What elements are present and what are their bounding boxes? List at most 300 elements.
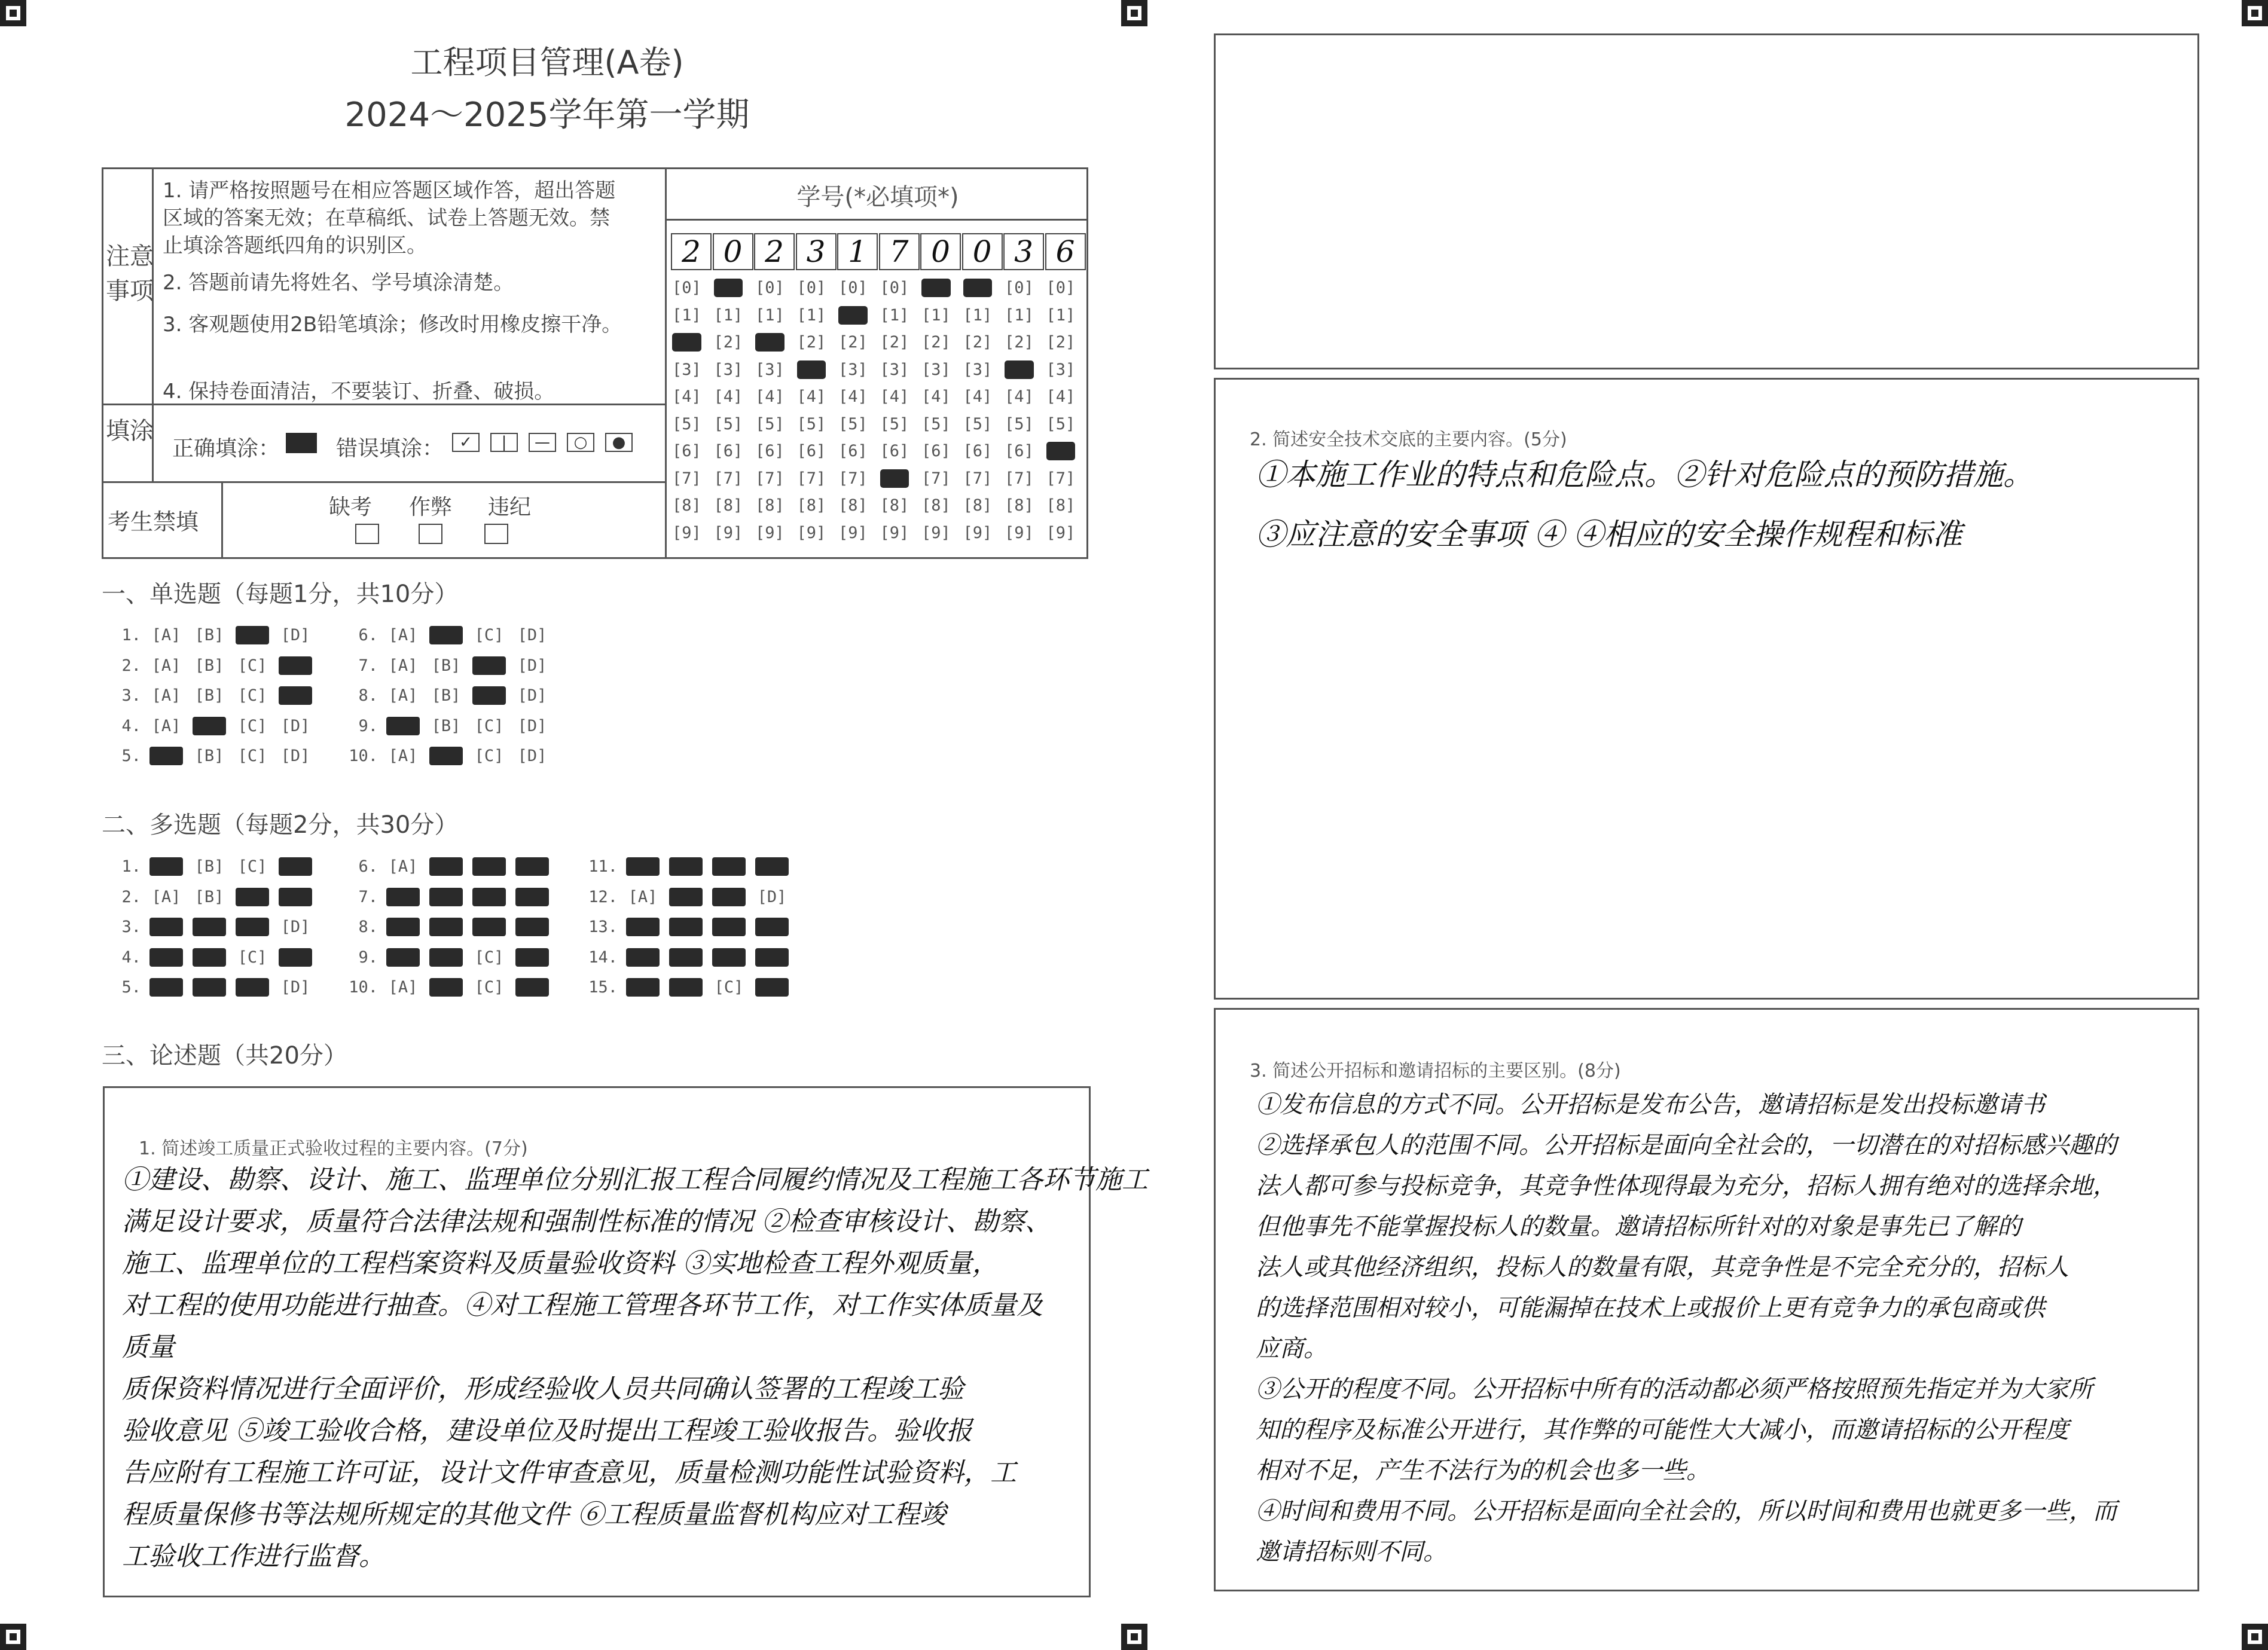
student-id-bubble[interactable]: [2] xyxy=(921,333,951,352)
single-choice-title: 一、单选题（每题1分，共10分） xyxy=(102,580,459,608)
option-bubble-b[interactable]: [B] xyxy=(431,686,461,705)
option-bubble-a[interactable]: [A] xyxy=(151,716,181,735)
option-bubble-d[interactable]: [D] xyxy=(517,626,547,644)
option-bubble-a[interactable] xyxy=(386,888,420,906)
student-id-bubble[interactable]: [8] xyxy=(672,496,701,515)
option-bubble-c[interactable] xyxy=(236,626,269,644)
option-bubble-d[interactable] xyxy=(515,888,549,906)
student-id-bubble[interactable]: [4] xyxy=(963,387,993,406)
option-bubble-c[interactable]: [C] xyxy=(237,656,267,675)
student-id-bubble[interactable]: [5] xyxy=(672,414,701,433)
option-bubble-b[interactable]: [B] xyxy=(431,716,461,735)
question-row xyxy=(106,857,322,876)
option-bubble-c[interactable]: [C] xyxy=(474,626,504,644)
student-id-bubble[interactable]: [8] xyxy=(1046,496,1076,515)
option-bubble-a[interactable] xyxy=(626,948,660,967)
option-bubble-c[interactable] xyxy=(472,686,506,705)
student-id-digit: 1 xyxy=(837,233,878,270)
student-id-bubble[interactable]: [9] xyxy=(880,523,909,542)
question-number: 2. xyxy=(121,656,141,675)
option-bubble-a[interactable]: [A] xyxy=(388,656,418,675)
student-id-digit: 3 xyxy=(796,233,837,270)
option-bubble-a[interactable] xyxy=(626,918,660,936)
student-id-bubble[interactable]: [3] xyxy=(672,360,701,379)
question-row xyxy=(583,888,798,906)
student-id-bubble[interactable]: [8] xyxy=(880,496,909,515)
student-id-bubble[interactable]: [7] xyxy=(1005,469,1034,488)
student-id-bubble[interactable] xyxy=(880,469,909,488)
q3-answer-line: ①发布信息的方式不同。公开招标是发布公告，邀请招标是发出投标邀请书 xyxy=(1256,1091,2045,1119)
student-id-bubble[interactable] xyxy=(672,333,701,352)
student-id-bubble[interactable]: [2] xyxy=(880,333,909,352)
q3-answer-line: 知的程序及标准公开进行，其作弊的可能性大大减小，而邀请招标的公开程度 xyxy=(1256,1416,2069,1444)
option-bubble-b[interactable] xyxy=(669,918,703,936)
q3-answer-line: 应商。 xyxy=(1256,1335,1327,1362)
question-number: 3. xyxy=(121,918,141,936)
q3-answer-line: 相对不足，产生不法行为的机会也多一些。 xyxy=(1256,1457,1710,1484)
question-number: 10. xyxy=(349,978,378,997)
option-bubble-c[interactable]: [C] xyxy=(237,948,267,967)
student-id-bubble[interactable]: [6] xyxy=(921,442,951,460)
notice-item-3: 3. 客观题使用2B铅笔填涂；修改时用橡皮擦干净。 xyxy=(163,313,622,337)
student-id-bubble[interactable]: [1] xyxy=(672,305,701,325)
notice-item-2: 2. 答题前请先将姓名、学号填涂清楚。 xyxy=(163,271,514,295)
question-number: 10. xyxy=(349,747,378,765)
question-row xyxy=(343,656,558,675)
student-id-bubble[interactable]: [4] xyxy=(1005,387,1034,406)
student-id-bubble[interactable]: [9] xyxy=(838,523,868,542)
corner-marker-tm xyxy=(1121,0,1147,26)
student-id-digit: 6 xyxy=(1045,233,1086,270)
option-bubble-d[interactable] xyxy=(279,656,312,675)
option-bubble-c[interactable] xyxy=(712,888,746,906)
student-id-digit: 2 xyxy=(754,233,795,270)
question-number: 6. xyxy=(358,626,378,644)
student-id-bubble[interactable]: [9] xyxy=(1046,523,1076,542)
student-id-bubble[interactable]: [8] xyxy=(1005,496,1034,515)
option-bubble-a[interactable] xyxy=(149,747,183,765)
option-bubble-a[interactable] xyxy=(626,978,660,997)
student-id-bubble[interactable] xyxy=(963,279,993,297)
option-bubble-d[interactable]: [D] xyxy=(280,716,310,735)
option-bubble-b[interactable] xyxy=(429,857,463,876)
option-bubble-a[interactable] xyxy=(626,857,660,876)
q2-title: 2. 简述安全技术交底的主要内容。(5分) xyxy=(1250,429,1567,450)
question-number: 15. xyxy=(588,978,618,997)
student-id-bubble[interactable]: [9] xyxy=(1005,523,1034,542)
option-bubble-d[interactable]: [D] xyxy=(280,978,310,997)
option-bubble-c[interactable] xyxy=(472,918,506,936)
option-bubble-d[interactable] xyxy=(755,918,789,936)
option-bubble-a[interactable]: [A] xyxy=(388,626,418,644)
question-row xyxy=(583,918,798,936)
student-id-bubble[interactable]: [9] xyxy=(921,523,951,542)
option-bubble-a[interactable]: [A] xyxy=(151,656,181,675)
correct-fill-label: 正确填涂： xyxy=(172,436,280,461)
question-row xyxy=(106,747,322,765)
notice-item-4: 4. 保持卷面清洁，不要装订、折叠、破损。 xyxy=(163,380,555,404)
student-id-bubble[interactable]: [2] xyxy=(1046,333,1076,352)
q3-answer-line: 法人或其他经济组织，投标人的数量有限，其竞争性是不完全充分的，招标人 xyxy=(1256,1254,2069,1281)
student-id-bubble[interactable]: [2] xyxy=(1005,333,1034,352)
forbid-cheat-checkbox[interactable] xyxy=(419,524,442,544)
student-id-bubble[interactable]: [7] xyxy=(963,469,993,488)
question-number: 8. xyxy=(358,686,378,705)
question-number: 13. xyxy=(588,918,618,936)
info-divider-v-id xyxy=(665,167,667,559)
question-number: 9. xyxy=(358,948,378,967)
option-bubble-c[interactable] xyxy=(712,918,746,936)
option-bubble-d[interactable]: [D] xyxy=(280,918,310,936)
info-divider-h2 xyxy=(102,481,665,483)
q3-answer-line: ②选择承包人的范围不同。公开招标是面向全社会的，一切潜在的对招标感兴趣的 xyxy=(1256,1132,2117,1159)
corner-marker-bl xyxy=(0,1624,26,1650)
student-id-bubble[interactable]: [8] xyxy=(838,496,868,515)
option-bubble-c[interactable]: [C] xyxy=(474,948,504,967)
q2-answer-line: ③应注意的安全事项 ④ ④相应的安全操作规程和标准 xyxy=(1256,517,1962,552)
student-id-bubble[interactable]: [7] xyxy=(713,469,743,488)
student-id-bubble[interactable]: [4] xyxy=(713,387,743,406)
student-id-bubble[interactable]: [8] xyxy=(963,496,993,515)
student-id-bubble[interactable]: [7] xyxy=(796,469,826,488)
question-row xyxy=(583,948,798,967)
option-bubble-c[interactable]: [C] xyxy=(237,716,267,735)
student-id-bubble[interactable] xyxy=(1005,360,1034,379)
question-number: 9. xyxy=(358,716,378,735)
option-bubble-c[interactable]: [C] xyxy=(474,978,504,997)
question-row xyxy=(343,918,558,936)
q3-answer-line: 的选择范围相对较小，可能漏掉在技术上或报价上更有竞争力的承包商或供 xyxy=(1256,1294,2045,1322)
student-id-bubble[interactable] xyxy=(921,279,951,297)
question-row xyxy=(106,888,322,906)
student-id-bubble[interactable]: [5] xyxy=(755,414,785,433)
option-bubble-c[interactable]: [C] xyxy=(237,857,267,876)
student-id-bubble[interactable]: [3] xyxy=(921,360,951,379)
question-row xyxy=(343,686,558,705)
student-id-digit: 3 xyxy=(1003,233,1044,270)
option-bubble-d[interactable]: [D] xyxy=(517,747,547,765)
option-bubble-c[interactable]: [C] xyxy=(474,747,504,765)
student-id-bubble[interactable]: [8] xyxy=(755,496,785,515)
q2-answer-line: ①本施工作业的特点和危险点。②针对危险点的预防措施。 xyxy=(1256,457,2033,492)
option-bubble-d[interactable] xyxy=(755,978,789,997)
student-id-bubble[interactable] xyxy=(755,333,785,352)
q3-answer-line: 法人都可参与投标竞争，其竞争性体现得最为充分，招标人拥有绝对的选择余地， xyxy=(1256,1172,2117,1200)
student-id-bubble[interactable]: [1] xyxy=(1005,305,1034,325)
option-bubble-c[interactable] xyxy=(472,656,506,675)
question-row xyxy=(106,626,322,644)
student-id-bubble[interactable]: [6] xyxy=(713,442,743,460)
student-id-bubble[interactable]: [3] xyxy=(880,360,909,379)
wrong-sample-bar: | xyxy=(490,433,518,452)
student-id-bubble[interactable]: [4] xyxy=(921,387,951,406)
student-id-bubble[interactable]: [4] xyxy=(880,387,909,406)
option-bubble-d[interactable]: [D] xyxy=(517,686,547,705)
student-id-bubble[interactable]: [5] xyxy=(796,414,826,433)
option-bubble-a[interactable] xyxy=(149,918,183,936)
student-id-bubble[interactable]: [3] xyxy=(963,360,993,379)
option-bubble-c[interactable]: [C] xyxy=(474,716,504,735)
student-id-bubble[interactable]: [8] xyxy=(796,496,826,515)
q3-answer-line: ③公开的程度不同。公开招标中所有的活动都必须严格按照预先指定并为大家所 xyxy=(1256,1376,2093,1403)
student-id-bubble[interactable]: [3] xyxy=(755,360,785,379)
option-bubble-d[interactable] xyxy=(515,857,549,876)
option-bubble-d[interactable] xyxy=(279,686,312,705)
question-row xyxy=(343,888,558,906)
option-bubble-d[interactable] xyxy=(279,857,312,876)
option-bubble-c[interactable]: [C] xyxy=(237,686,267,705)
student-id-digit: 0 xyxy=(962,233,1003,270)
option-bubble-c[interactable] xyxy=(236,918,269,936)
question-row xyxy=(106,948,322,967)
question-number: 6. xyxy=(358,857,378,876)
option-bubble-b[interactable] xyxy=(193,978,226,997)
student-id-bubble[interactable]: [6] xyxy=(880,442,909,460)
question-row xyxy=(106,717,322,735)
multi-choice-title: 二、多选题（每题2分，共30分） xyxy=(102,811,459,839)
notice-item-1: 1. 请严格按照题号在相应答题区域作答，超出答题区域的答案无效；在草稿纸、试卷上答题无效。禁止填涂答题纸四角的识别区。 xyxy=(163,179,616,258)
option-bubble-a[interactable] xyxy=(149,857,183,876)
option-bubble-d[interactable] xyxy=(279,948,312,967)
wrong-fill-label: 错误填涂： xyxy=(336,436,444,461)
student-id-bubble[interactable]: [6] xyxy=(672,442,701,460)
question-row xyxy=(343,747,558,765)
option-bubble-d[interactable] xyxy=(755,857,789,876)
option-bubble-b[interactable] xyxy=(669,978,703,997)
option-bubble-a[interactable] xyxy=(149,948,183,967)
corner-marker-tl xyxy=(0,0,26,26)
student-id-bubble[interactable]: [3] xyxy=(1046,360,1076,379)
wrong-sample-check: ✓ xyxy=(452,433,480,452)
student-id-bubble[interactable]: [2] xyxy=(838,333,868,352)
student-id-bubble[interactable]: [0] xyxy=(796,279,826,297)
option-bubble-d[interactable] xyxy=(515,978,549,997)
student-id-bubble[interactable]: [1] xyxy=(1046,305,1076,325)
student-id-bubble[interactable]: [7] xyxy=(1046,469,1076,488)
student-id-bubble[interactable]: [9] xyxy=(672,523,701,542)
question-row xyxy=(343,978,558,997)
question-row xyxy=(583,857,798,876)
question-row xyxy=(583,978,798,997)
option-bubble-b[interactable] xyxy=(429,978,463,997)
option-bubble-b[interactable]: [B] xyxy=(194,626,224,644)
option-bubble-a[interactable] xyxy=(149,978,183,997)
option-bubble-b[interactable] xyxy=(669,948,703,967)
student-id-bubble[interactable]: [0] xyxy=(1046,279,1076,297)
option-bubble-b[interactable]: [B] xyxy=(194,656,224,675)
student-id-bubble[interactable]: [3] xyxy=(713,360,743,379)
student-id-bubble[interactable]: [1] xyxy=(880,305,909,325)
student-id-bubble[interactable]: [0] xyxy=(672,279,701,297)
option-bubble-c[interactable] xyxy=(472,857,506,876)
option-bubble-a[interactable]: [A] xyxy=(388,747,418,765)
option-bubble-b[interactable] xyxy=(429,626,463,644)
option-bubble-b[interactable] xyxy=(429,918,463,936)
option-bubble-d[interactable]: [D] xyxy=(517,716,547,735)
student-id-bubble[interactable]: [9] xyxy=(755,523,785,542)
student-id-bubble[interactable]: [5] xyxy=(921,414,951,433)
q1-answer-line: 告应附有工程施工许可证，设计文件审查意见，质量检测功能性试验资料，工 xyxy=(122,1458,1017,1488)
student-id-bubble[interactable]: [4] xyxy=(755,387,785,406)
option-bubble-d[interactable] xyxy=(515,948,549,967)
option-bubble-c[interactable]: [C] xyxy=(237,747,267,765)
student-id-bubble[interactable]: [6] xyxy=(796,442,826,460)
option-bubble-c[interactable] xyxy=(236,888,269,906)
option-bubble-a[interactable]: [A] xyxy=(628,887,658,906)
student-id-bubble[interactable]: [5] xyxy=(1046,414,1076,433)
option-bubble-d[interactable] xyxy=(279,888,312,906)
forbid-absent-checkbox[interactable] xyxy=(355,524,379,544)
wrong-sample-dash: — xyxy=(529,433,556,452)
option-bubble-d[interactable] xyxy=(755,948,789,967)
student-id-bubble[interactable]: [5] xyxy=(880,414,909,433)
question-number: 11. xyxy=(588,857,618,876)
option-bubble-c[interactable] xyxy=(712,857,746,876)
option-bubble-b[interactable] xyxy=(429,948,463,967)
student-id-bubble[interactable]: [1] xyxy=(963,305,993,325)
option-bubble-d[interactable]: [D] xyxy=(280,626,310,644)
option-bubble-a[interactable]: [A] xyxy=(388,857,418,876)
q1-answer-line: 质保资料情况进行全面评价，形成经验收人员共同确认签署的工程竣工验 xyxy=(122,1374,964,1404)
forbid-label: 考生禁填 xyxy=(108,509,199,535)
student-id-bubble[interactable]: [4] xyxy=(796,387,826,406)
exam-title: 工程项目管理(A卷) xyxy=(410,44,684,81)
option-bubble-d[interactable]: [D] xyxy=(757,887,787,906)
student-id-bubble[interactable]: [3] xyxy=(838,360,868,379)
option-bubble-d[interactable] xyxy=(515,918,549,936)
question-row xyxy=(106,978,322,997)
option-bubble-d[interactable]: [D] xyxy=(280,747,310,765)
q1-answer-line: 工验收工作进行监督。 xyxy=(122,1541,385,1572)
option-bubble-b[interactable] xyxy=(429,747,463,765)
option-bubble-c[interactable] xyxy=(712,948,746,967)
student-id-bubble[interactable]: [8] xyxy=(713,496,743,515)
q3-title: 3. 简述公开招标和邀请招标的主要区别。(8分) xyxy=(1250,1061,1621,1081)
question-number: 12. xyxy=(588,887,618,906)
student-id-bubble[interactable]: [0] xyxy=(880,279,909,297)
option-bubble-c[interactable]: [C] xyxy=(714,978,744,997)
student-id-bubble[interactable]: [9] xyxy=(796,523,826,542)
question-number: 4. xyxy=(121,716,141,735)
student-id-bubble[interactable]: [7] xyxy=(838,469,868,488)
student-id-bubble[interactable]: [2] xyxy=(713,333,743,352)
answer-box-continued[interactable] xyxy=(1214,33,2199,369)
student-id-bubble[interactable]: [4] xyxy=(1046,387,1076,406)
student-id-bubble[interactable]: [5] xyxy=(838,414,868,433)
question-number: 14. xyxy=(588,948,618,967)
option-bubble-c[interactable] xyxy=(236,978,269,997)
student-id-bubble[interactable]: [5] xyxy=(713,414,743,433)
forbid-violation-checkbox[interactable] xyxy=(484,524,508,544)
student-id-bubble[interactable]: [1] xyxy=(921,305,951,325)
student-id-bubble[interactable]: [9] xyxy=(963,523,993,542)
student-id-digit: 0 xyxy=(920,233,961,270)
student-id-digit: 7 xyxy=(879,233,920,270)
student-id-bubble[interactable]: [2] xyxy=(796,333,826,352)
student-id-bubble[interactable]: [1] xyxy=(713,305,743,325)
student-id-bubble[interactable]: [6] xyxy=(838,442,868,460)
option-bubble-a[interactable]: [A] xyxy=(151,626,181,644)
info-divider-v3 xyxy=(221,481,223,559)
option-bubble-b[interactable] xyxy=(193,717,226,735)
student-id-bubble[interactable] xyxy=(838,306,868,325)
option-bubble-b[interactable] xyxy=(193,948,226,967)
q1-answer-line: 满足设计要求，质量符合法律法规和强制性标准的情况 ②检查审核设计、勘察、 xyxy=(122,1206,1051,1237)
option-bubble-b[interactable] xyxy=(193,918,226,936)
student-id-bubble[interactable]: [0] xyxy=(838,279,868,297)
option-bubble-a[interactable] xyxy=(386,948,420,967)
student-id-bubble[interactable]: [7] xyxy=(755,469,785,488)
question-number: 2. xyxy=(121,887,141,906)
option-bubble-b[interactable]: [B] xyxy=(194,857,224,876)
student-id-digit: 2 xyxy=(671,233,712,270)
student-id-bubble[interactable] xyxy=(1046,442,1076,460)
student-id-bubble[interactable]: [0] xyxy=(755,279,785,297)
q1-answer-line: 施工、监理单位的工程档案资料及质量验收资料 ③实地检查工程外观质量， xyxy=(122,1248,999,1279)
option-bubble-b[interactable]: [B] xyxy=(194,686,224,705)
student-id-bubble[interactable]: [1] xyxy=(796,305,826,325)
option-bubble-d[interactable]: [D] xyxy=(517,656,547,675)
id-divider-h xyxy=(665,219,1088,221)
forbid-cheat-label: 作弊 xyxy=(408,495,452,520)
option-bubble-c[interactable] xyxy=(472,888,506,906)
student-id-bubble[interactable]: [4] xyxy=(672,387,701,406)
option-bubble-b[interactable] xyxy=(429,888,463,906)
option-bubble-a[interactable]: [A] xyxy=(388,978,418,997)
student-id-bubble[interactable]: [9] xyxy=(713,523,743,542)
question-number: 5. xyxy=(121,747,141,765)
student-id-bubble[interactable]: [0] xyxy=(1005,279,1034,297)
option-bubble-b[interactable] xyxy=(669,857,703,876)
student-id-bubble[interactable]: [7] xyxy=(672,469,701,488)
question-number: 4. xyxy=(121,948,141,967)
q1-answer-line: 程质量保修书等法规所规定的其他文件 ⑥工程质量监督机构应对工程竣 xyxy=(122,1499,946,1530)
student-id-bubble[interactable]: [5] xyxy=(1005,414,1034,433)
option-bubble-a[interactable] xyxy=(386,717,420,735)
student-id-bubble[interactable]: [7] xyxy=(921,469,951,488)
question-row xyxy=(106,918,322,936)
option-bubble-b[interactable]: [B] xyxy=(431,656,461,675)
option-bubble-b[interactable]: [B] xyxy=(194,887,224,906)
student-id-bubble[interactable]: [6] xyxy=(963,442,993,460)
question-number: 8. xyxy=(358,918,378,936)
option-bubble-a[interactable]: [A] xyxy=(151,686,181,705)
option-bubble-a[interactable] xyxy=(386,918,420,936)
student-id-bubble[interactable]: [4] xyxy=(838,387,868,406)
option-bubble-b[interactable] xyxy=(669,888,703,906)
student-id-bubble[interactable]: [2] xyxy=(963,333,993,352)
forbid-absent-label: 缺考 xyxy=(328,495,372,520)
q1-answer-line: 质量 xyxy=(122,1332,175,1362)
option-bubble-a[interactable]: [A] xyxy=(151,887,181,906)
correct-fill-sample xyxy=(286,433,317,453)
student-id-bubble[interactable]: [6] xyxy=(1005,442,1034,460)
corner-marker-br xyxy=(2242,1624,2268,1650)
option-bubble-a[interactable]: [A] xyxy=(388,686,418,705)
student-id-bubble[interactable]: [5] xyxy=(963,414,993,433)
q3-answer-line: 邀请招标则不同。 xyxy=(1256,1538,1447,1566)
option-bubble-b[interactable]: [B] xyxy=(194,747,224,765)
student-id-bubble[interactable] xyxy=(714,279,743,297)
student-id-bubble[interactable]: [6] xyxy=(755,442,785,460)
question-number: 1. xyxy=(121,626,141,644)
student-id-bubble[interactable] xyxy=(797,360,826,379)
student-id-bubble[interactable]: [1] xyxy=(755,305,785,325)
question-number: 7. xyxy=(358,656,378,675)
student-id-bubble[interactable]: [8] xyxy=(921,496,951,515)
corner-marker-bm xyxy=(1121,1624,1147,1650)
wrong-sample-dot: ● xyxy=(605,433,633,452)
